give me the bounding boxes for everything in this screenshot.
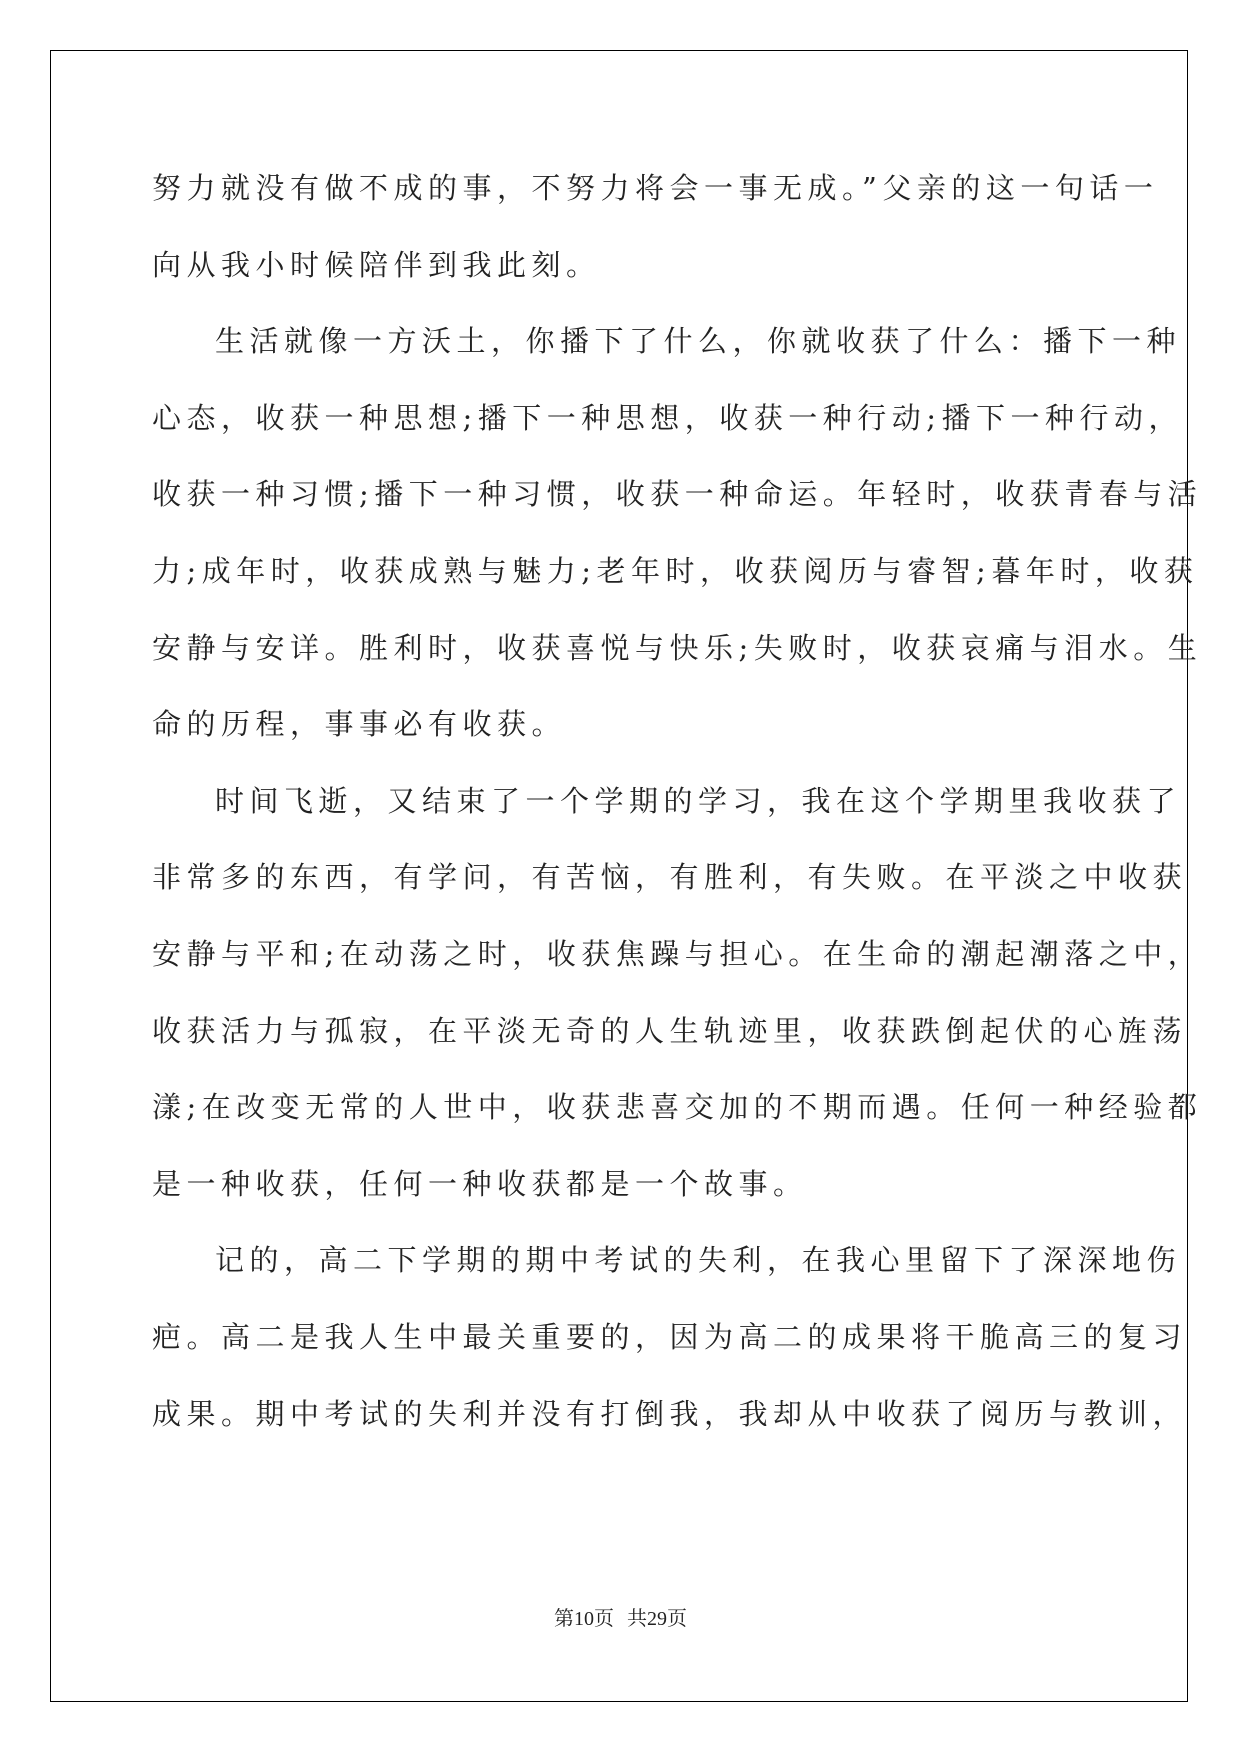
text-line: 心态，收获一种思想;播下一种思想，收获一种行动;播下一种行动， (152, 400, 1184, 435)
text-line: 命的历程，事事必有收获。 (152, 707, 567, 742)
text-line: 向从我小时候陪伴到我此刻。 (152, 247, 601, 282)
document-body (152, 150, 1203, 1452)
text-line: 安静与平和;在动荡之时，收获焦躁与担心。在生命的潮起潮落之中， (152, 936, 1203, 971)
text-line: 成果。期中考试的失利并没有打倒我，我却从中收获了阅历与教训， (152, 1396, 1188, 1431)
text-line: 收获一种习惯;播下一种习惯，收获一种命运。年轻时，收获青春与活 (152, 477, 1203, 512)
text-line: 记的，高二下学期的期中考试的失利，在我心里留下了深深地伤 (215, 1243, 1182, 1278)
text-line: 收获活力与孤寂，在平淡无奇的人生轨迹里，收获跌倒起伏的心旌荡 (152, 1013, 1188, 1048)
page-number: 第10页 (554, 1608, 614, 1630)
text-line: 非常多的东西，有学问，有苦恼，有胜利，有失败。在平淡之中收获 (152, 860, 1188, 895)
text-line: 漾;在改变无常的人世中，收获悲喜交加的不期而遇。任何一种经验都 (152, 1090, 1203, 1125)
text-line: 努力就没有做不成的事，不努力将会一事无成。”父亲的这一句话一 (152, 171, 1159, 205)
text-line: 是一种收获，任何一种收获都是一个故事。 (152, 1166, 808, 1201)
page-footer (0, 1602, 1241, 1631)
text-line: 疤。高二是我人生中最关重要的，因为高二的成果将干脆高三的复习 (152, 1319, 1188, 1354)
text-line: 时间飞逝，又结束了一个学期的学习，我在这个学期里我收获了 (215, 783, 1182, 818)
text-line: 安静与安详。胜利时，收获喜悦与快乐;失败时，收获哀痛与泪水。生 (152, 630, 1203, 665)
text-line: 生活就像一方沃土，你播下了什么，你就收获了什么：播下一种 (215, 324, 1182, 359)
total-pages: 共29页 (627, 1608, 687, 1630)
text-line: 力;成年时，收获成熟与魅力;老年时，收获阅历与睿智;暮年时，收获 (152, 553, 1199, 588)
